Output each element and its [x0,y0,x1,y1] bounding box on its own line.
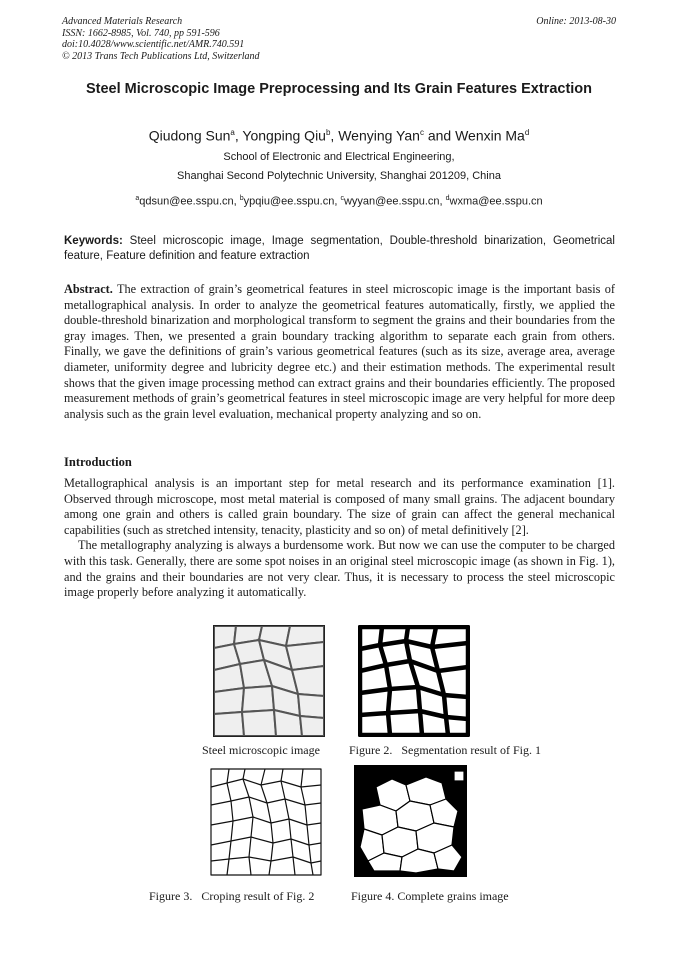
issn-line: ISSN: 1662-8985, Vol. 740, pp 591-596 [62,27,220,39]
email-list [60,192,618,209]
abstract-text: The extraction of grain’s geometrical features in steel microscopic image is the important basis of metallographical analysis. In order to analyze the geometrical features automatically, firstly, we applied the double-threshold binarization and morphological transform to segment the grains and their boundaries from the gray images. Then, we presented a grain boundary tracking algorithm to separate each grain from others. Finally, we gave the definitions of grain’s various geometrical features (such as its size, average area, average diameter, uniformity degree and lubricity degree etc.) and their estimation methods. The experimental result shows that the given image processing method can extract grains and their boundaries efficiently. The proposed measurement methods of grain’s geometrical features in steel microscopic image are very helpful for more deep analysis such as the grain level evaluation, mechanical property analyzing and so on. [64,282,615,421]
author-name: Yongping Qiu [242,127,326,144]
figure-1-caption: Steel microscopic image [202,743,320,757]
author-name: Wenxin Ma [455,127,525,144]
author-name: Qiudong Sun [148,127,231,144]
figure-1-image [213,625,325,737]
email-address[interactable]: qdsun@ee.sspu.cn, [139,195,237,208]
figure-4-image [354,765,467,877]
online-date: Online: 2013-08-30 [536,16,616,27]
email-address[interactable]: ypqiu@ee.sspu.cn, [243,195,338,208]
introduction-heading: Introduction [64,455,132,469]
figure-2-image [358,625,470,737]
journal-name: Advanced Materials Research [62,16,183,27]
author-name: Wenying Yan [338,127,420,144]
figure-3-image [209,765,323,877]
copyright-line: © 2013 Trans Tech Publications Ltd, Switzerland [62,50,260,62]
email-address[interactable]: wyyan@ee.sspu.cn, [343,195,443,208]
email-sup: b [239,195,244,202]
introduction-body [64,476,615,601]
intro-paragraph-2: The metallography analyzing is always a burdensome work. But now we can use the computer to be charged with this task. Generally, there are some spot noises in an original steel microscopic image (as shown in Fig. 1), and the grains and their boundaries are not very clear. Thus, it is necessary to process the steel microscopic image properly before analyzing it automatically. [64,538,615,600]
doi-line: doi:10.4028/www.scientific.net/AMR.740.591 [62,39,245,50]
abstract-section [64,282,615,422]
email-address[interactable]: wxma@ee.sspu.cn [449,195,543,208]
keywords-text: Steel microscopic image, Image segmentation, Double-threshold binarization, Geometrical feature, Feature definition and feature extraction [64,235,615,262]
figure-2-caption: Figure 2. Segmentation result of Fig. 1 [349,743,541,757]
author-sup: b [325,128,331,137]
keywords-label: Keywords: [64,235,123,247]
figure-4-caption: Figure 4. Complete grains image [351,889,509,903]
email-sup: a [135,195,140,202]
author-sup: d [524,128,530,137]
author-list: Qiudong Sun$^a$, Yongping Qiu$^b$, Wenying Yan$^c$ and Wenxin Ma$^d$ [148,127,530,144]
email-sup: c [340,195,344,202]
intro-paragraph-1: Metallographical analysis is an important step for metal research and its performance examination [1]. Observed through microscope, most metal material is composed of many small grains. The adjacent boundary among one grain and others is called grain boundary. The size of grain can affect the general mechanical capabilities (such as stretched intensity, tenacity, plasticity and so on) of metal definitively [2]. [64,476,615,537]
affiliation-line-1: School of Electronic and Electrical Engineering, [223,151,455,163]
keywords-section [64,234,615,264]
affiliation-line-2: Shanghai Second Polytechnic University, Shanghai 201209, China [177,170,501,182]
figure-3-caption: Figure 3. Croping result of Fig. 2 [149,889,315,903]
author-sup: a [230,128,235,137]
journal-metadata [62,16,260,62]
author-sup: c [419,128,424,137]
email-sup: d [445,195,450,202]
paper-title: Steel Microscopic Image Preprocessing and Its Grain Features Extraction [85,81,593,97]
abstract-label: Abstract. [64,282,113,296]
